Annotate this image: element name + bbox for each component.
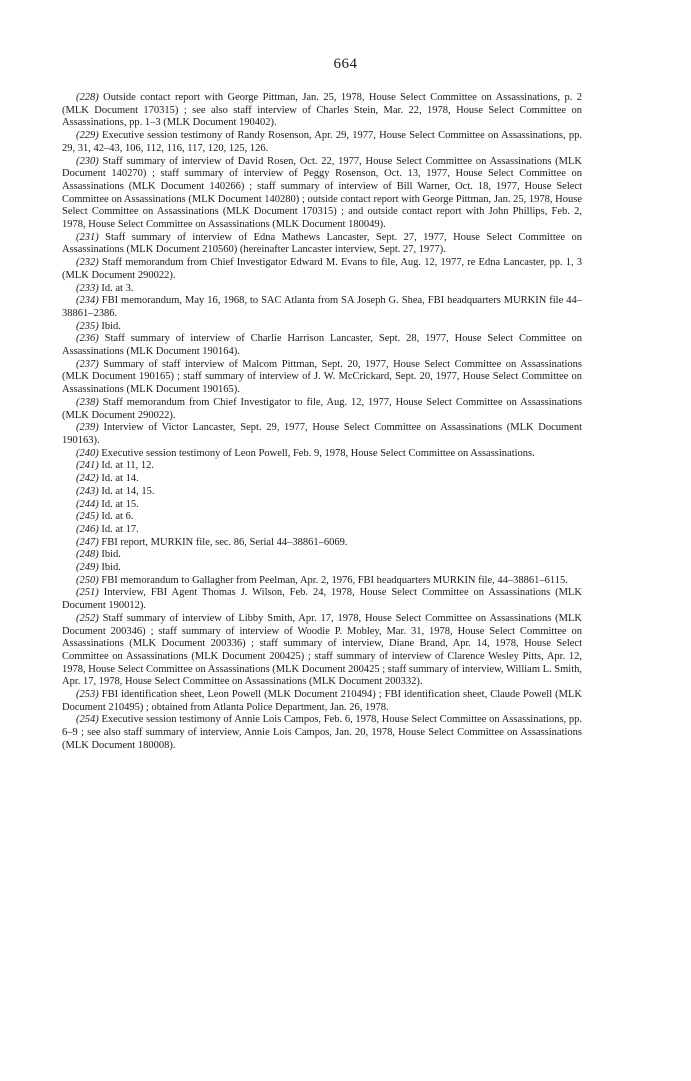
footnotes-list — [62, 92, 582, 753]
footnote-text: Ibid. — [101, 320, 121, 332]
footnote — [62, 295, 582, 320]
footnote-text: Executive session testimony of Randy Rosenson, Apr. 29, 1977, House Select Committee on Assassinations, pp. 29, 31, 42–43, 106, 112, 116, 117, 120, 125, 126. — [62, 130, 582, 154]
footnote — [62, 499, 582, 512]
footnote-text: Id. at 14. — [101, 473, 139, 485]
footnote-text: Executive session testimony of Leon Powell, Feb. 9, 1978, House Select Committee on Assassinations. — [101, 447, 535, 459]
footnote-text: Ibid. — [101, 549, 121, 561]
footnote — [62, 575, 582, 588]
page-number: 664 — [333, 56, 358, 72]
footnote — [62, 473, 582, 486]
footnote — [62, 422, 582, 447]
footnote-text: Staff summary of interview of Libby Smith, Apr. 17, 1978, House Select Committee on Assassinations (MLK Document 200346) ; staff summary of interview of Woodie P. Mobley, Mar. 31, 1978, House Select Committee on Assassinations (MLK Document 200336) ; staff summary of interview, Diane Brand, Apr. 14, 1978, House Select Committee on Assassinations (MLK Document 200425) ; staff summary of interview of Clarence Wesley Pitts, Apr. 12, 1978, House Select Committee on Assassinations (MLK Document 200425 ; staff summary of interview, William L. Smith, Apr. 17, 1978, House Select Committee on Assassinations (MLK Document 200332). — [62, 612, 582, 688]
footnote-text: Id. at 15. — [101, 498, 139, 510]
footnote-number: (234) — [76, 295, 99, 307]
footnote-text: Id. at 11, 12. — [101, 460, 155, 472]
footnote-text: Id. at 3. — [101, 282, 134, 294]
footnote-text: FBI memorandum to Gallagher from Peelman, Apr. 2, 1976, FBI headquarters MURKIN file, 44–38861–6115. — [101, 574, 568, 586]
footnote — [62, 511, 582, 524]
footnote — [62, 448, 582, 461]
footnote-text: Summary of staff interview of Malcom Pittman, Sept. 20, 1977, House Select Committee on Assassinations (MLK Document 190165) ; staff summary of interview of J. W. McCrickard, Sept. 20, 1977, House Select Committee on Assassinations (MLK Document 190165). — [62, 358, 582, 396]
footnote-text: Ibid. — [101, 562, 121, 574]
footnote-number: (251) — [76, 587, 99, 599]
footnote-number: (241) — [76, 460, 99, 472]
footnote — [62, 537, 582, 550]
footnote — [62, 232, 582, 257]
footnote-number: (232) — [76, 257, 99, 269]
footnote-text: Staff summary of interview of Edna Mathews Lancaster, Sept. 27, 1977, House Select Committee on Assassinations (MLK Document 210560) (hereinafter Lancaster interview, Sept. 27, 1977). — [62, 231, 582, 256]
footnote-number: (254) — [76, 714, 99, 726]
footnote — [62, 397, 582, 422]
footnote-text: Interview, FBI Agent Thomas J. Wilson, Feb. 24, 1978, House Select Committee on Assassinations (MLK Document 190012). — [62, 587, 583, 612]
footnote-text: FBI report, MURKIN file, sec. 86, Serial 44–38861–6069. — [101, 536, 348, 548]
footnote-number: (237) — [76, 358, 99, 370]
footnote — [62, 460, 582, 473]
footnote — [62, 549, 582, 562]
footnote-number: (239) — [76, 422, 99, 434]
footnote — [62, 689, 582, 714]
footnote — [62, 321, 582, 334]
footnote-text: FBI memorandum, May 16, 1968, to SAC Atlanta from SA Joseph G. Shea, FBI headquarters MURKIN file 44–38861–2386. — [62, 295, 582, 319]
footnote-text: Interview of Victor Lancaster, Sept. 29, 1977, House Select Committee on Assassinations (MLK Document 190163). — [62, 422, 582, 446]
footnote-number: (236) — [76, 333, 99, 345]
footnote-number: (231) — [76, 231, 99, 243]
footnote — [62, 714, 582, 752]
footnote-number: (240) — [76, 447, 99, 459]
footnote-text: Executive session testimony of Annie Lois Campos, Feb. 6, 1978, House Select Committee on Assassinations, pp. 6–9 ; see also staff summary of interview, Annie Lois Campos, Jan. 20, 1978, House Select Committee on Assassinations (MLK Document 180008). — [62, 714, 583, 751]
footnote — [62, 562, 582, 575]
footnote — [62, 92, 582, 130]
footnote — [62, 333, 582, 358]
footnote — [62, 486, 582, 499]
footnote-number: (252) — [76, 612, 99, 624]
footnote-number: (230) — [76, 155, 99, 167]
footnote-text: Id. at 17. — [101, 523, 139, 535]
footnote-number: (250) — [76, 574, 99, 586]
footnote — [62, 130, 582, 155]
footnote-text: Staff summary of interview of David Rosen, Oct. 22, 1977, House Select Committee on Assassinations (MLK Document 140270) ; staff summary of interview of Peggy Rosenson, Oct. 13, 1977, House Select Committee on Assassinations (MLK Document 140266) ; staff summary of interview of Bill Warner, Oct. 18, 1977, House Select Committee on Assassinations (MLK Document 140280) ; outside contact report with George Pittman, Jan. 25, 1978, House Select Committee on Assassinations (MLK Document 170315) ; and outside contact report with John Phillips, Feb. 2, 1978, House Select Committee on Assassinations (MLK Document 180049). — [62, 155, 582, 231]
footnote-number: (253) — [76, 689, 99, 701]
footnote-number: (247) — [76, 536, 99, 548]
footnote-text: Staff memorandum from Chief Investigator Edward M. Evans to file, Aug. 12, 1977, re Edna Lancaster, pp. 1, 3 (MLK Document 290022). — [62, 257, 583, 281]
footnote-number: (228) — [76, 92, 99, 103]
footnote — [62, 524, 582, 537]
footnote-text: Id. at 6. — [101, 511, 134, 523]
footnote — [62, 283, 582, 296]
footnote — [62, 587, 582, 612]
footnote-text: Id. at 14, 15. — [101, 485, 155, 497]
footnote-number: (246) — [76, 523, 99, 535]
footnote-number: (238) — [76, 396, 99, 408]
footnote-number: (244) — [76, 498, 99, 510]
footnote-text: Staff summary of interview of Charlie Harrison Lancaster, Sept. 28, 1977, House Select Committee on Assassinations (MLK Document 190164). — [62, 333, 582, 358]
footnote-text: FBI identification sheet, Leon Powell (MLK Document 210494) ; FBI identification sheet, Claude Powell (MLK Document 210495) ; obtained from Atlanta Police Department, Jan. 26, 1978. — [62, 689, 582, 713]
footnote-text: Outside contact report with George Pittman, Jan. 25, 1978, House Select Committee on Assassinations, p. 2 (MLK Document 170315) ; see also staff interview of Charles Stein, Mar. 22, 1978, House Select Committee on Assassinations, pp. 1–3 (MLK Document 190402). — [62, 92, 582, 129]
footnote-text: Staff memorandum from Chief Investigator to file, Aug. 12, 1977, House Select Committee on Assassinations (MLK Document 290022). — [62, 396, 583, 421]
footnote-number: (245) — [76, 511, 99, 523]
footnote — [62, 613, 582, 689]
footnote-number: (249) — [76, 562, 99, 574]
footnote-number: (248) — [76, 549, 99, 561]
footnote-number: (243) — [76, 485, 99, 497]
footnote-number: (229) — [76, 130, 99, 142]
footnote-number: (242) — [76, 473, 99, 485]
footnote — [62, 257, 582, 282]
footnote — [62, 359, 582, 397]
footnote-number: (233) — [76, 282, 99, 294]
footnote-number: (235) — [76, 320, 99, 332]
footnote — [62, 156, 582, 232]
